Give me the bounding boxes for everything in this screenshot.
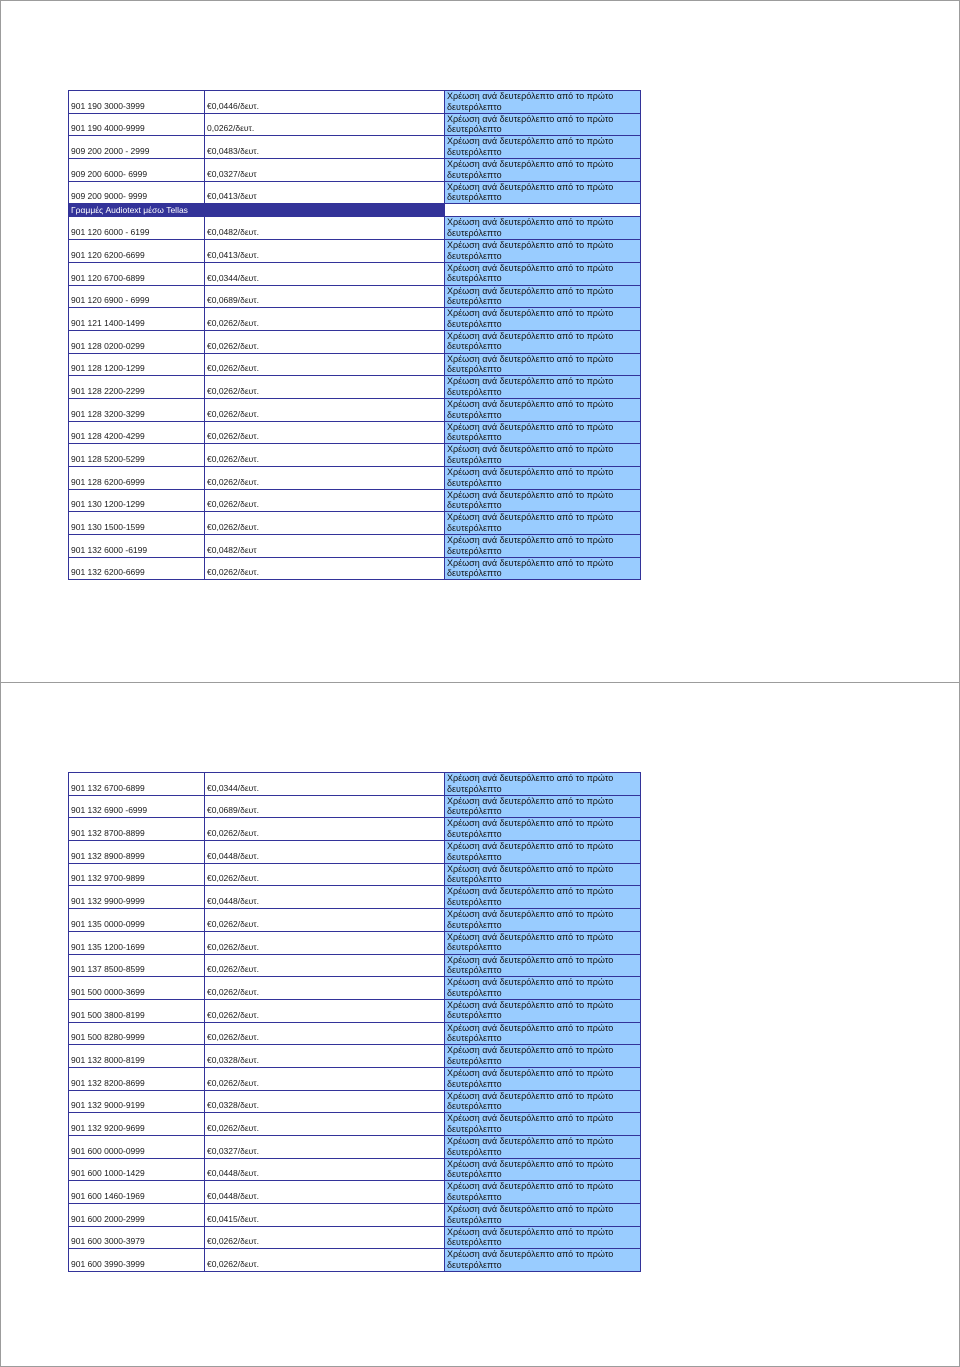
- number-range-cell: 901 600 2000-2999: [69, 1204, 205, 1227]
- price-cell: €0,0483/δευτ.: [205, 136, 445, 159]
- charge-description-cell: Χρέωση ανά δευτερόλεπτο από το πρώτο δευτερόλεπτο: [445, 467, 641, 490]
- number-range-cell: 901 130 1500-1599: [69, 512, 205, 535]
- table-row: [69, 955, 641, 978]
- table-row: [69, 1249, 641, 1272]
- table-row: [69, 286, 641, 309]
- charge-description-cell: Χρέωση ανά δευτερόλεπτο από το πρώτο δευτερόλεπτο: [445, 217, 641, 240]
- price-cell: €0,0262/δευτ.: [205, 558, 445, 581]
- table-row: [69, 114, 641, 137]
- number-range-cell: 901 190 4000-9999: [69, 114, 205, 137]
- number-range-cell: 901 128 2200-2299: [69, 376, 205, 399]
- number-range-cell: 901 130 1200-1299: [69, 490, 205, 513]
- table-row: [69, 331, 641, 354]
- number-range-cell: 901 500 8280-9999: [69, 1023, 205, 1046]
- document-page-1: [0, 0, 960, 683]
- table-row: [69, 886, 641, 909]
- number-range-cell: 901 132 6000 -6199: [69, 535, 205, 558]
- table-row: [69, 558, 641, 581]
- table-row: [69, 1068, 641, 1091]
- table-row: [69, 1113, 641, 1136]
- table-row: [69, 1227, 641, 1250]
- charge-description-cell: Χρέωση ανά δευτερόλεπτο από το πρώτο δευτερόλεπτο: [445, 864, 641, 887]
- number-range-cell: 901 128 1200-1299: [69, 354, 205, 377]
- charge-description-cell: Χρέωση ανά δευτερόλεπτο από το πρώτο δευτερόλεπτο: [445, 91, 641, 114]
- number-range-cell: 901 600 3990-3999: [69, 1249, 205, 1272]
- number-range-cell: 901 132 9900-9999: [69, 886, 205, 909]
- number-range-cell: 901 135 0000-0999: [69, 909, 205, 932]
- number-range-cell: 901 132 8200-8699: [69, 1068, 205, 1091]
- document-page-2: [0, 683, 960, 1367]
- price-cell: €0,0327/δευτ: [205, 159, 445, 182]
- price-cell: €0,0448/δευτ.: [205, 886, 445, 909]
- table-row: [69, 91, 641, 114]
- price-cell: €0,0262/δευτ.: [205, 331, 445, 354]
- charge-description-cell: Χρέωση ανά δευτερόλεπτο από το πρώτο δευτερόλεπτο: [445, 841, 641, 864]
- number-range-cell: 901 120 6900 - 6999: [69, 286, 205, 309]
- table-row: [69, 977, 641, 1000]
- price-cell: 0,0262/δευτ.: [205, 114, 445, 137]
- charge-description-cell: Χρέωση ανά δευτερόλεπτο από το πρώτο δευτερόλεπτο: [445, 331, 641, 354]
- charge-description-cell: Χρέωση ανά δευτερόλεπτο από το πρώτο δευτερόλεπτο: [445, 1023, 641, 1046]
- table-row: [69, 535, 641, 558]
- charge-description-cell: Χρέωση ανά δευτερόλεπτο από το πρώτο δευτερόλεπτο: [445, 490, 641, 513]
- table-row: [69, 354, 641, 377]
- number-range-cell: 901 132 9700-9899: [69, 864, 205, 887]
- charge-description-cell: Χρέωση ανά δευτερόλεπτο από το πρώτο δευτερόλεπτο: [445, 376, 641, 399]
- price-cell: €0,0448/δευτ.: [205, 841, 445, 864]
- price-cell: €0,0262/δευτ.: [205, 308, 445, 331]
- table-row: [69, 1136, 641, 1159]
- price-cell: €0,0448/δευτ.: [205, 1181, 445, 1204]
- price-cell: €0,0262/δευτ.: [205, 955, 445, 978]
- number-range-cell: 901 190 3000-3999: [69, 91, 205, 114]
- price-cell: €0,0262/δευτ.: [205, 490, 445, 513]
- number-range-cell: 901 500 0000-3699: [69, 977, 205, 1000]
- price-cell: €0,0262/δευτ.: [205, 818, 445, 841]
- charge-description-cell: Χρέωση ανά δευτερόλεπτο από το πρώτο δευτερόλεπτο: [445, 1091, 641, 1114]
- charge-description-cell: Χρέωση ανά δευτερόλεπτο από το πρώτο δευτερόλεπτο: [445, 1113, 641, 1136]
- number-range-cell: 901 600 0000-0999: [69, 1136, 205, 1159]
- charge-description-cell: Χρέωση ανά δευτερόλεπτο από το πρώτο δευτερόλεπτο: [445, 535, 641, 558]
- charge-description-cell: Χρέωση ανά δευτερόλεπτο από το πρώτο δευτερόλεπτο: [445, 773, 641, 796]
- number-range-cell: 901 132 8700-8899: [69, 818, 205, 841]
- number-range-cell: 909 200 9000- 9999: [69, 182, 205, 205]
- number-range-cell: 901 135 1200-1699: [69, 932, 205, 955]
- charge-description-cell: Χρέωση ανά δευτερόλεπτο από το πρώτο δευτερόλεπτο: [445, 977, 641, 1000]
- price-cell: €0,0262/δευτ.: [205, 1227, 445, 1250]
- number-range-cell: 901 128 3200-3299: [69, 399, 205, 422]
- charge-description-cell: Χρέωση ανά δευτερόλεπτο από το πρώτο δευτερόλεπτο: [445, 1204, 641, 1227]
- number-range-cell: 901 132 8000-8199: [69, 1045, 205, 1068]
- number-range-cell: 901 132 9200-9699: [69, 1113, 205, 1136]
- number-range-cell: 901 600 3000-3979: [69, 1227, 205, 1250]
- table-row: [69, 308, 641, 331]
- number-range-cell: 901 128 6200-6999: [69, 467, 205, 490]
- charge-description-cell: Χρέωση ανά δευτερόλεπτο από το πρώτο δευτερόλεπτο: [445, 1045, 641, 1068]
- price-cell: €0,0262/δευτ.: [205, 467, 445, 490]
- price-cell: €0,0262/δευτ.: [205, 422, 445, 445]
- price-cell: €0,0415/δευτ.: [205, 1204, 445, 1227]
- charge-description-cell: Χρέωση ανά δευτερόλεπτο από το πρώτο δευτερόλεπτο: [445, 818, 641, 841]
- price-cell: €0,0262/δευτ.: [205, 909, 445, 932]
- table-row: [69, 376, 641, 399]
- charge-description-cell: Χρέωση ανά δευτερόλεπτο από το πρώτο δευτερόλεπτο: [445, 263, 641, 286]
- table-row: [69, 217, 641, 240]
- table-row: [69, 796, 641, 819]
- charge-description-cell: Χρέωση ανά δευτερόλεπτο από το πρώτο δευτερόλεπτο: [445, 422, 641, 445]
- number-range-cell: 901 500 3800-8199: [69, 1000, 205, 1023]
- table-row: [69, 909, 641, 932]
- charge-description-cell: Χρέωση ανά δευτερόλεπτο από το πρώτο δευτερόλεπτο: [445, 796, 641, 819]
- number-range-cell: 901 128 0200-0299: [69, 331, 205, 354]
- number-range-cell: 901 132 6700-6899: [69, 773, 205, 796]
- table-row: [69, 512, 641, 535]
- charge-description-cell: Χρέωση ανά δευτερόλεπτο από το πρώτο δευτερόλεπτο: [445, 1181, 641, 1204]
- rates-table: [68, 90, 641, 580]
- charge-description-cell: Χρέωση ανά δευτερόλεπτο από το πρώτο δευτερόλεπτο: [445, 909, 641, 932]
- charge-description-cell: Χρέωση ανά δευτερόλεπτο από το πρώτο δευτερόλεπτο: [445, 354, 641, 377]
- price-cell: €0,0413/δευτ: [205, 182, 445, 205]
- charge-description-cell: Χρέωση ανά δευτερόλεπτο από το πρώτο δευτερόλεπτο: [445, 955, 641, 978]
- number-range-cell: 901 120 6200-6699: [69, 240, 205, 263]
- price-cell: €0,0262/δευτ.: [205, 1249, 445, 1272]
- price-cell: €0,0413/δευτ.: [205, 240, 445, 263]
- table-row: [69, 932, 641, 955]
- charge-description-cell: Χρέωση ανά δευτερόλεπτο από το πρώτο δευτερόλεπτο: [445, 1249, 641, 1272]
- number-range-cell: 901 128 4200-4299: [69, 422, 205, 445]
- table-row: [69, 773, 641, 796]
- charge-description-cell: Χρέωση ανά δευτερόλεπτο από το πρώτο δευτερόλεπτο: [445, 286, 641, 309]
- table-row: [69, 240, 641, 263]
- number-range-cell: 901 600 1000-1429: [69, 1159, 205, 1182]
- table-row: [69, 1045, 641, 1068]
- charge-description-cell: Χρέωση ανά δευτερόλεπτο από το πρώτο δευτερόλεπτο: [445, 1136, 641, 1159]
- number-range-cell: 909 200 6000- 6999: [69, 159, 205, 182]
- table-row: [69, 1181, 641, 1204]
- table-row: [69, 467, 641, 490]
- table-row: [69, 399, 641, 422]
- charge-description-cell: Χρέωση ανά δευτερόλεπτο από το πρώτο δευτερόλεπτο: [445, 886, 641, 909]
- table-row: [69, 864, 641, 887]
- price-cell: €0,0262/δευτ.: [205, 376, 445, 399]
- number-range-cell: 901 120 6000 - 6199: [69, 217, 205, 240]
- rates-table: [68, 772, 641, 1272]
- price-cell: €0,0262/δευτ.: [205, 354, 445, 377]
- number-range-cell: 901 121 1400-1499: [69, 308, 205, 331]
- price-cell: €0,0262/δευτ.: [205, 399, 445, 422]
- price-cell: €0,0482/δευτ: [205, 535, 445, 558]
- section-header-cell: Γραμμές Audiotext μέσω Tellas: [69, 204, 445, 217]
- number-range-cell: 901 132 6900 -6999: [69, 796, 205, 819]
- charge-description-cell: Χρέωση ανά δευτερόλεπτο από το πρώτο δευτερόλεπτο: [445, 182, 641, 205]
- price-cell: €0,0262/δευτ.: [205, 1068, 445, 1091]
- number-range-cell: 901 128 5200-5299: [69, 444, 205, 467]
- charge-description-cell: Χρέωση ανά δευτερόλεπτο από το πρώτο δευτερόλεπτο: [445, 1227, 641, 1250]
- price-cell: €0,0344/δευτ.: [205, 773, 445, 796]
- price-cell: €0,0446/δευτ.: [205, 91, 445, 114]
- table-row: [69, 1023, 641, 1046]
- charge-description-cell: Χρέωση ανά δευτερόλεπτο από το πρώτο δευτερόλεπτο: [445, 1000, 641, 1023]
- price-cell: €0,0262/δευτ.: [205, 977, 445, 1000]
- table-row: [69, 1000, 641, 1023]
- price-cell: €0,0327/δευτ.: [205, 1136, 445, 1159]
- price-cell: €0,0482/δευτ.: [205, 217, 445, 240]
- table-row: [69, 841, 641, 864]
- charge-description-cell: Χρέωση ανά δευτερόλεπτο από το πρώτο δευτερόλεπτο: [445, 932, 641, 955]
- table-row: [69, 136, 641, 159]
- section-header-row: [69, 204, 641, 217]
- price-cell: €0,0328/δευτ.: [205, 1045, 445, 1068]
- charge-description-cell: Χρέωση ανά δευτερόλεπτο από το πρώτο δευτερόλεπτο: [445, 308, 641, 331]
- table-row: [69, 1204, 641, 1227]
- table-row: [69, 159, 641, 182]
- table-row: [69, 263, 641, 286]
- charge-description-cell: Χρέωση ανά δευτερόλεπτο από το πρώτο δευτερόλεπτο: [445, 558, 641, 581]
- price-cell: €0,0689/δευτ.: [205, 796, 445, 819]
- charge-description-cell: Χρέωση ανά δευτερόλεπτο από το πρώτο δευτερόλεπτο: [445, 240, 641, 263]
- table-row: [69, 490, 641, 513]
- price-cell: €0,0262/δευτ.: [205, 444, 445, 467]
- charge-description-cell: Χρέωση ανά δευτερόλεπτο από το πρώτο δευτερόλεπτο: [445, 512, 641, 535]
- charge-description-cell: Χρέωση ανά δευτερόλεπτο από το πρώτο δευτερόλεπτο: [445, 136, 641, 159]
- number-range-cell: 901 132 9000-9199: [69, 1091, 205, 1114]
- charge-description-cell: Χρέωση ανά δευτερόλεπτο από το πρώτο δευτερόλεπτο: [445, 159, 641, 182]
- table-row: [69, 1159, 641, 1182]
- price-cell: €0,0262/δευτ.: [205, 1000, 445, 1023]
- number-range-cell: 909 200 2000 - 2999: [69, 136, 205, 159]
- table-row: [69, 444, 641, 467]
- number-range-cell: 901 600 1460-1969: [69, 1181, 205, 1204]
- empty-cell: [445, 204, 641, 217]
- table-row: [69, 422, 641, 445]
- price-cell: €0,0328/δευτ.: [205, 1091, 445, 1114]
- charge-description-cell: Χρέωση ανά δευτερόλεπτο από το πρώτο δευτερόλεπτο: [445, 399, 641, 422]
- table-row: [69, 182, 641, 205]
- price-cell: €0,0262/δευτ.: [205, 864, 445, 887]
- price-cell: €0,0262/δευτ.: [205, 1023, 445, 1046]
- charge-description-cell: Χρέωση ανά δευτερόλεπτο από το πρώτο δευτερόλεπτο: [445, 444, 641, 467]
- price-cell: €0,0262/δευτ.: [205, 512, 445, 535]
- number-range-cell: 901 132 6200-6699: [69, 558, 205, 581]
- charge-description-cell: Χρέωση ανά δευτερόλεπτο από το πρώτο δευτερόλεπτο: [445, 1068, 641, 1091]
- charge-description-cell: Χρέωση ανά δευτερόλεπτο από το πρώτο δευτερόλεπτο: [445, 114, 641, 137]
- number-range-cell: 901 132 8900-8999: [69, 841, 205, 864]
- charge-description-cell: Χρέωση ανά δευτερόλεπτο από το πρώτο δευτερόλεπτο: [445, 1159, 641, 1182]
- price-cell: €0,0262/δευτ.: [205, 932, 445, 955]
- number-range-cell: 901 137 8500-8599: [69, 955, 205, 978]
- price-cell: €0,0448/δευτ.: [205, 1159, 445, 1182]
- price-cell: €0,0689/δευτ.: [205, 286, 445, 309]
- table-row: [69, 818, 641, 841]
- table-row: [69, 1091, 641, 1114]
- number-range-cell: 901 120 6700-6899: [69, 263, 205, 286]
- price-cell: €0,0344/δευτ.: [205, 263, 445, 286]
- price-cell: €0,0262/δευτ.: [205, 1113, 445, 1136]
